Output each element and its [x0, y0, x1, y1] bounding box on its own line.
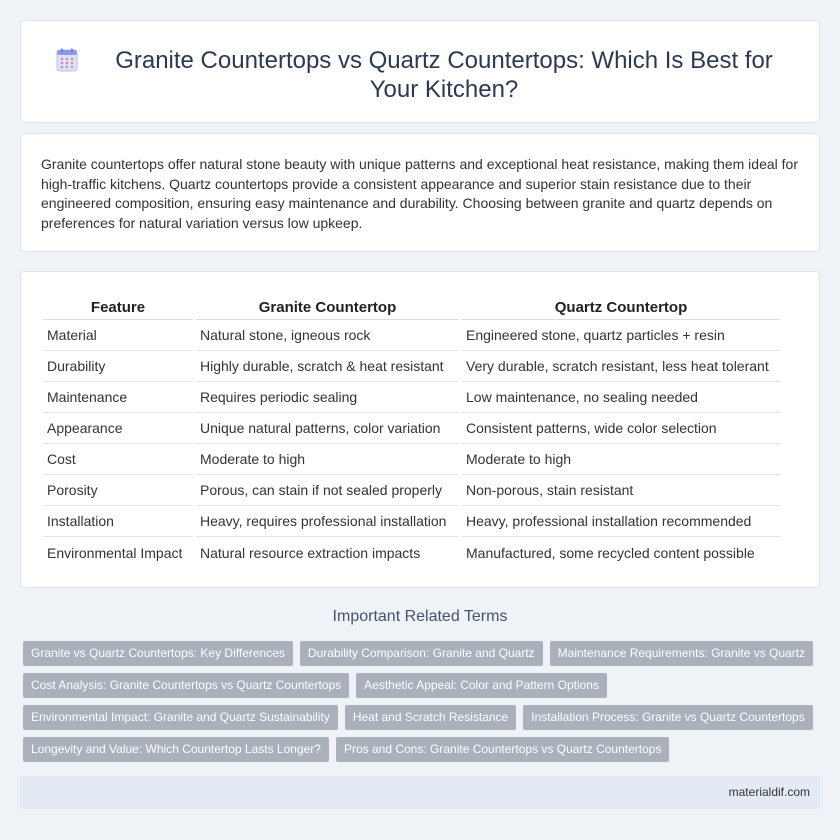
feature-cell: Environmental Impact [47, 544, 183, 561]
granite-cell: Heavy, requires professional installation [196, 506, 459, 537]
related-terms-heading: Important Related Terms [332, 608, 508, 625]
table-row [43, 506, 780, 537]
related-terms-tags [23, 641, 823, 769]
feature-cell: Appearance [43, 413, 193, 444]
table-row [43, 351, 780, 382]
table-row [43, 382, 780, 413]
feature-cell: Maintenance [43, 382, 193, 413]
comparison-table-card [20, 271, 820, 588]
table-row [43, 413, 780, 444]
feature-cell: Cost [43, 444, 193, 475]
column-header-granite: Granite Countertop [196, 298, 459, 320]
summary-paragraph: Granite countertops offer natural stone beauty with unique patterns and exceptional heat resistance, making them ideal for high-traffic kitchens. Quartz countertops provide a consistent appearance and superior stain resistance due to their engineered composition, ensuring easy maintenance and durability. Choosing between granite and quartz depends on preferences for natural variation versus low upkeep. [41, 156, 798, 231]
related-term-tag[interactable]: Granite vs Quartz Countertops: Key Differences [23, 641, 293, 666]
granite-cell: Moderate to high [196, 444, 459, 475]
related-term-tag[interactable]: Heat and Scratch Resistance [345, 705, 516, 730]
related-term-tag[interactable]: Durability Comparison: Granite and Quartz [300, 641, 543, 666]
quartz-cell: Low maintenance, no sealing needed [462, 382, 780, 413]
summary-card [20, 133, 820, 252]
comparison-table [40, 298, 783, 568]
table-row [43, 320, 780, 351]
granite-cell: Natural resource extraction impacts [200, 544, 421, 561]
table-row [43, 444, 780, 475]
feature-cell: Installation [43, 506, 193, 537]
related-term-tag[interactable]: Pros and Cons: Granite Countertops vs Quartz Countertops [336, 737, 670, 762]
site-link[interactable]: materialdif.com [728, 785, 810, 799]
related-term-tag[interactable]: Longevity and Value: Which Countertop Lasts Longer? [23, 737, 329, 762]
granite-cell: Natural stone, igneous rock [196, 320, 459, 351]
quartz-cell: Engineered stone, quartz particles + resin [462, 320, 780, 351]
table-row [43, 537, 780, 568]
granite-cell: Requires periodic sealing [196, 382, 459, 413]
granite-cell: Unique natural patterns, color variation [196, 413, 459, 444]
related-term-tag[interactable]: Installation Process: Granite vs Quartz Countertops [523, 705, 812, 730]
footer-bar [20, 776, 820, 809]
quartz-cell: Heavy, professional installation recommended [462, 506, 780, 537]
table-row [43, 475, 780, 506]
feature-cell: Porosity [43, 475, 193, 506]
feature-cell: Material [43, 320, 193, 351]
quartz-cell: Very durable, scratch resistant, less heat tolerant [462, 351, 780, 382]
feature-cell: Durability [43, 351, 193, 382]
related-term-tag[interactable]: Cost Analysis: Granite Countertops vs Quartz Countertops [23, 673, 349, 698]
header-card [20, 20, 820, 123]
related-term-tag[interactable]: Aesthetic Appeal: Color and Pattern Options [356, 673, 607, 698]
related-term-tag[interactable]: Environmental Impact: Granite and Quartz Sustainability [23, 705, 338, 730]
column-header-feature: Feature [43, 298, 193, 320]
granite-cell: Porous, can stain if not sealed properly [196, 475, 459, 506]
quartz-cell: Manufactured, some recycled content possible [466, 544, 755, 561]
table-header-row [43, 298, 780, 320]
granite-cell: Highly durable, scratch & heat resistant [196, 351, 459, 382]
quartz-cell: Moderate to high [462, 444, 780, 475]
quartz-cell: Non-porous, stain resistant [462, 475, 780, 506]
column-header-quartz: Quartz Countertop [462, 298, 780, 320]
document-grid-icon [56, 48, 78, 72]
related-term-tag[interactable]: Maintenance Requirements: Granite vs Quartz [550, 641, 813, 666]
page-title: Granite Countertops vs Quartz Countertops: Which Is Best for Your Kitchen? [115, 47, 773, 103]
quartz-cell: Consistent patterns, wide color selection [462, 413, 780, 444]
